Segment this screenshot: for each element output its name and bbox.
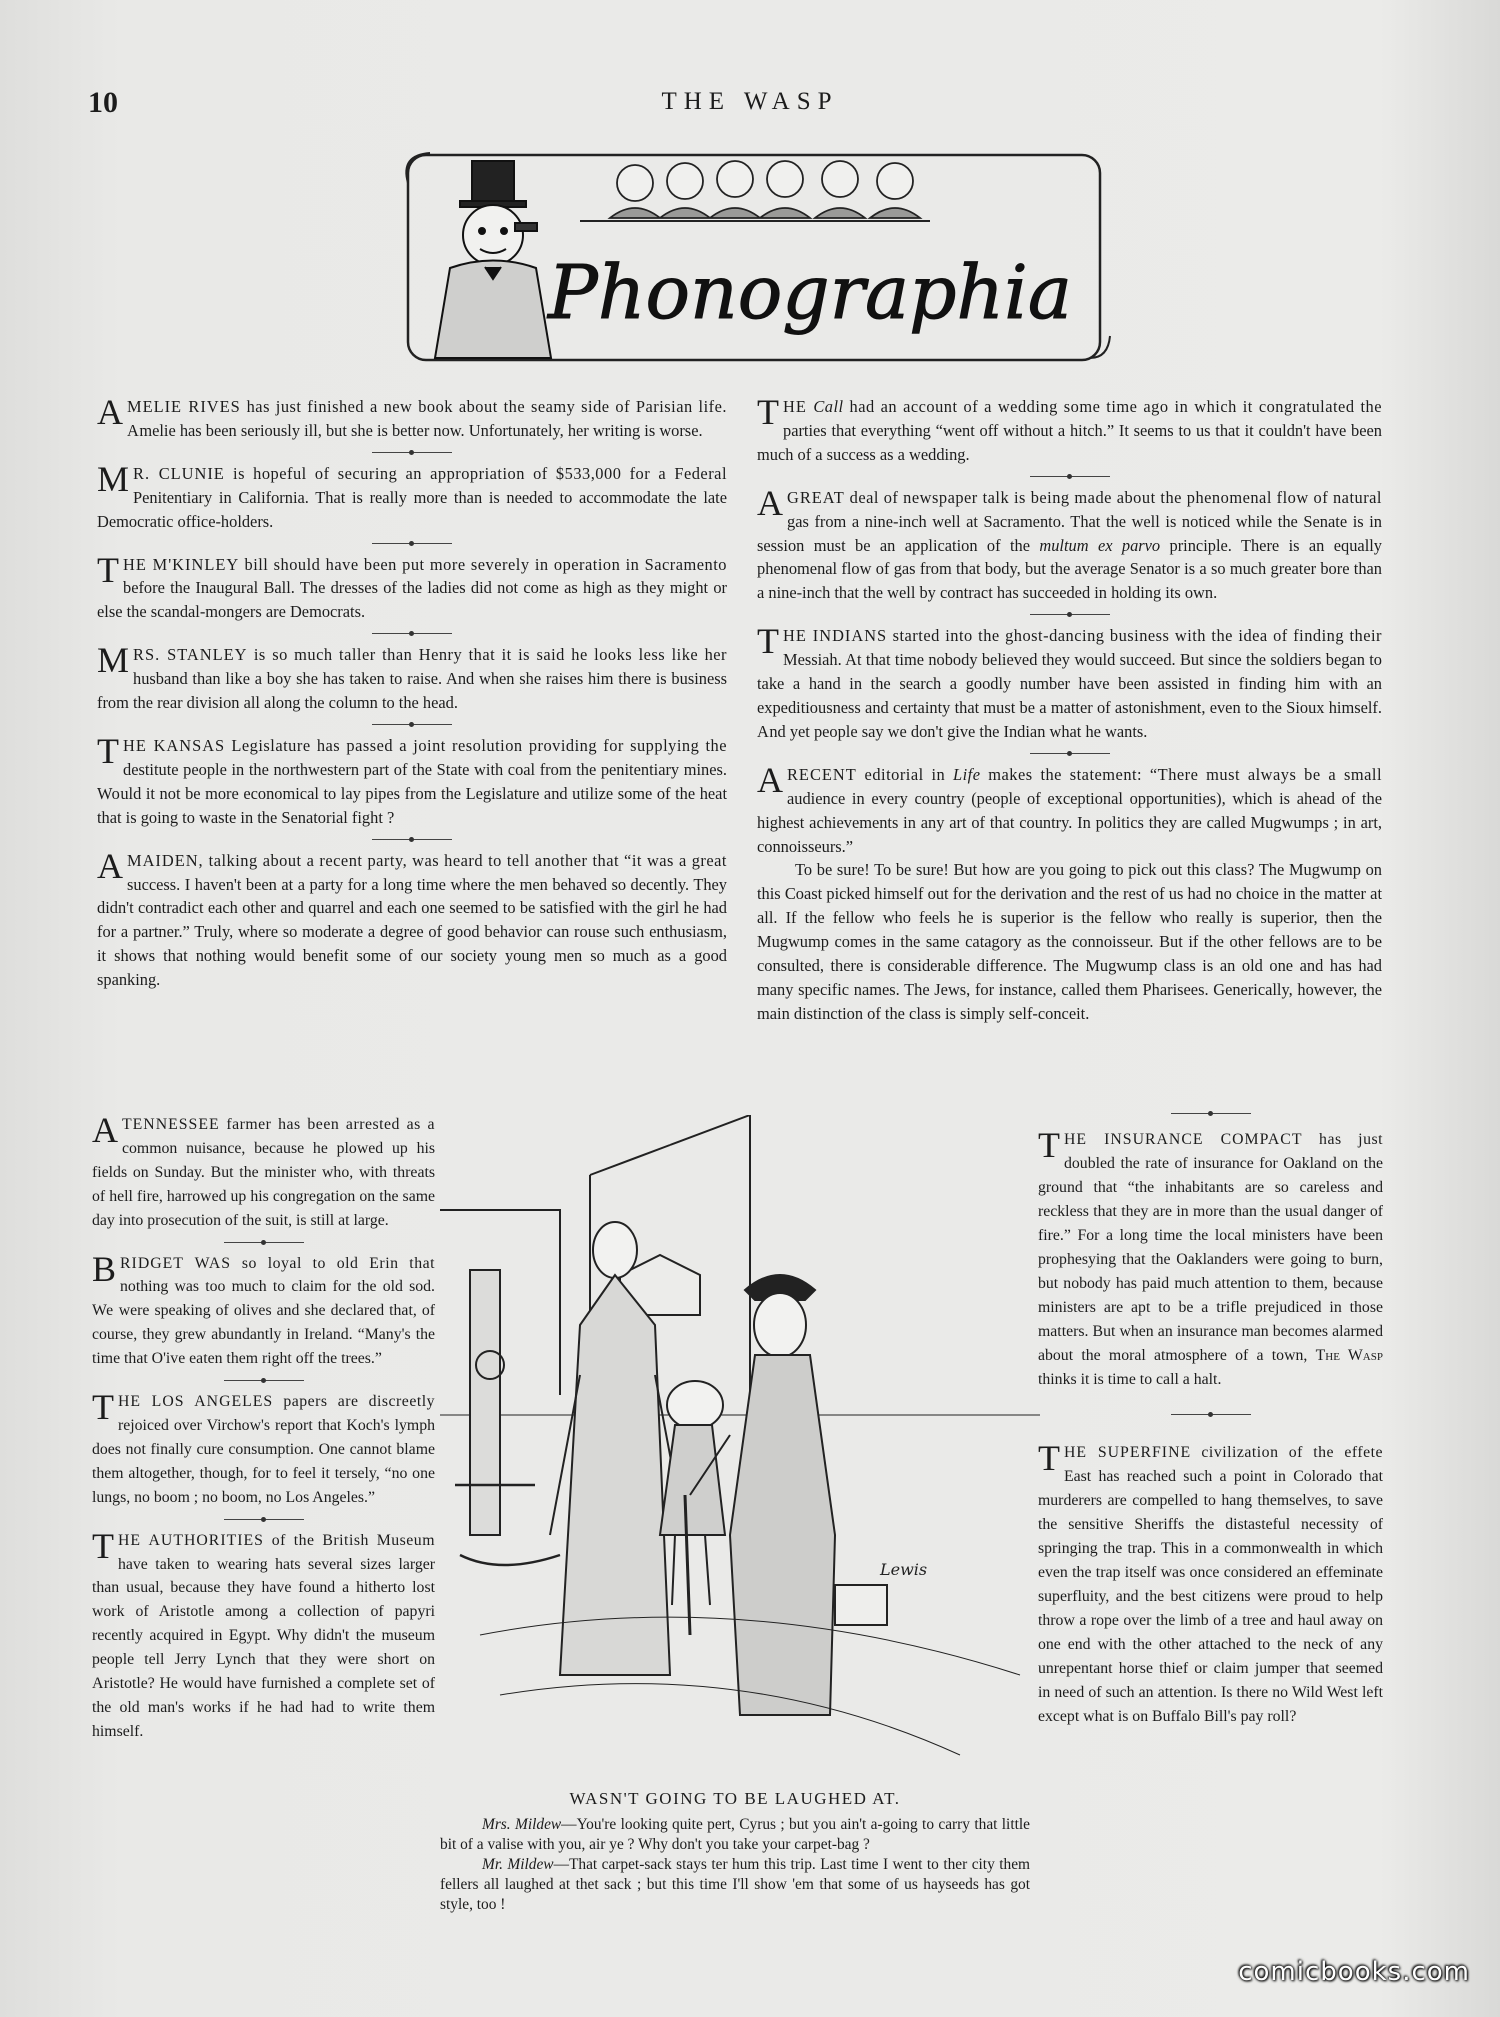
article-authorities: THE AUTHORITIES of the British Museum have taken to wearing hats several sizes larger than usual, because they have found a hitherto lost work of Aristotle among a collection of papyri recently acquired in Egypt. Why didn't the museum people tell Jerry Lynch that they were short on Aristotle? He would have furnished a complete set of the old man's works if he had had to write them himself.	[92, 1525, 435, 1740]
dialog-line-2: Mr. Mildew—That carpet-sack stays ter hum this trip. Last time I went to ther city them fellers all laughed at thet sack ; but this time I'll show 'em that some of us hayseeds has got style, too !	[440, 1856, 1030, 1913]
page-number: 10	[88, 86, 118, 119]
cartoon-caption: WASN'T GOING TO BE LAUGHED AT.	[569, 1789, 901, 1808]
cartoon-illustration	[440, 1115, 1040, 1800]
phonographia-banner	[400, 143, 1115, 368]
article-los-angeles: THE LOS ANGELES papers are discreetly rejoiced over Virchow's report that Koch's lymph does not finally cure consumption. One cannot blame them altogether, though, for to feel it tersely, “no one lungs, no boom ; no boom, no Los Angeles.”	[92, 1387, 436, 1506]
listeners-icon	[580, 161, 930, 221]
article-mckinley: THE M'KINLEY bill should have been put more severely in operation in Sacramento before the Inaugural Ball. The dresses of the ladies did not come as high as they might or else the scandal-mongers are Democrats.	[97, 549, 727, 622]
right-column	[757, 392, 1383, 1026]
divider	[372, 724, 452, 725]
cartoon-dialog	[440, 1815, 1030, 1915]
article-kansas: THE KANSAS Legislature has passed a joint resolution providing for supplying the destitute people in the northwestern part of the State with coal from the penitentiary mines. Would it not be more economical to lay pipes from the Legislature and utilize some of the heat that is going to waste in the Senatorial fight ?	[97, 730, 727, 827]
artist-signature: Lewis	[880, 1560, 928, 1579]
left-column	[97, 392, 728, 992]
article-life: A RECENT editorial in Life makes the statement: “There must always be a small audience in every country (people of exceptional opportunities), which is ahead of the highest achievements in any art of that country. In politics they are called Mugwumps ; in art, connoisseurs.”	[757, 759, 1382, 856]
divider	[1030, 476, 1110, 477]
article-maiden: A MAIDEN, talking about a recent party, was heard to tell another that “it was a great success. I haven't been at a party for a long time where the men behaved so decently. They didn't contradict each other and quarrel and each one seemed to be satisfied with the girl he had for a partner.” Truly, where so moderate a degree of good behavior can rouse such enthusiasm, it shows that nothing would benefit some of our society young men so much as a good spanking.	[97, 845, 727, 990]
article-stanley: MRS. STANLEY is so much taller than Henry that it is said he looks less like her husband than like a boy she has taken to raise. And when she raises him there is business from the rear division all along the column to the head.	[97, 640, 728, 713]
narrow-right-column	[1038, 1125, 1383, 1729]
divider	[372, 452, 452, 453]
section-title: Phonographia	[548, 250, 1072, 336]
article-amelie: AMELIE RIVES has just finished a new book about the seamy side of Parisian life. Amelie has been seriously ill, but she is better now. Unfortunately, her writing is worse.	[97, 392, 727, 440]
divider	[1030, 753, 1110, 754]
divider	[1171, 1113, 1251, 1114]
divider	[372, 839, 452, 840]
dialog-line-1: Mrs. Mildew—You're looking quite pert, Cyrus ; but you ain't a-going to carry that little bit of a valise with you, air ye ? Why don't you take your carpet-bag ?	[440, 1816, 1030, 1853]
article-bridget: BRIDGET WAS so loyal to old Erin that nothing was too much to claim for the old sod. We were speaking of olives and she declared that, of course, they grew abundantly in Ireland. “Many's the time that O'ive eaten them right off the trees.”	[92, 1248, 435, 1368]
narrow-left-column	[92, 1110, 436, 1744]
article-tennessee: A TENNESSEE farmer has been arrested as a common nuisance, because he plowed up his fields on Sunday. But the minister who, with threats of hell fire, harrowed up his congregation on the same day into prosecution of the suit, is still at large.	[92, 1110, 435, 1229]
divider	[372, 543, 452, 544]
divider	[1171, 1414, 1251, 1415]
site-credit: comicbooks.com	[1238, 1957, 1470, 1987]
article-clunie: M R. CLUNIE is hopeful of securing an appropriation of $533,000 for a Federal Penitentiary in California. That is really more than is needed to accommodate the late Democratic office-holders.	[97, 458, 727, 531]
article-life-para2: To be sure! To be sure! But how are you going to pick out this class? The Mugwump on this Coast picked himself out for the derivation and the rest of us had no choice in the matter at all. If the fellow who feels he is superior is the fellow who really is superior, then the Mugwump comes in the same catagory as the connoisseur. But if the other fellows are to be consulted, there is considerable difference. The Mugwump class is an old one and has had many specific names. The Jews, for instance, called them Pharisees. Generically, however, the main distinction of the class is simply self-conceit.	[757, 860, 1382, 1023]
article-insurance: THE INSURANCE COMPACT has just doubled the rate of insurance for Oakland on the ground that “the inhabitants are so careless and reckless that they are in more than the usual danger of fire.” For a long time the local ministers have been prophesying that the Oaklanders were going to burn, but nobody has paid much attention to them, because ministers are apt to be a trifle prejudiced in those matters. But when an insurance man becomes alarmed about the moral atmosphere of a town, The Wasp thinks it is time to call a halt.	[1038, 1125, 1383, 1388]
article-superfine: THE SUPERFINE civilization of the effete East has reached such a point in Colorado that murderers are compelled to hang themselves, to save the sensitive Sheriffs the distasteful necessity of springing the trap. This in a commonwealth in which even the trap itself was once considered an effeminate superfluity, and the best citizens were proud to help throw a rope over the limb of a tree and haul away on one end with the other attached to the neck of any unrepentant horse thief or claim jumper that seemed in need of such an attention. Is there no Wild West left except what is on Buffalo Bill's pay roll?	[1038, 1438, 1383, 1725]
divider	[1030, 614, 1110, 615]
article-indians: THE INDIANS started into the ghost-dancing business with the idea of finding their Messiah. At that time nobody believed they would succeed. But since the soldiers began to take a hand in the search a goodly number have been assisted in finding him with an expeditiousness and certainty that must be a matter of astonishment, even to the Sioux himself. And yet people say we don't give the Indian what he wants.	[757, 621, 1383, 741]
phonograph-man-icon	[435, 161, 551, 358]
article-call: THE Call had an account of a wedding some time ago in which it congratulated the parties that everything “went off without a hitch.” It seems to us that it couldn't have been much of a success as a wedding.	[757, 392, 1382, 464]
article-gas: A GREAT deal of newspaper talk is being made about the phenomenal flow of natural gas from a nine-inch well at Sacramento. That the well is noticed while the Senate is in session must be an application of the multum ex parvo principle. There is an equally phenomenal flow of gas from that body, but the average Senator is a so much greater bore than a nine-inch that the well by contract has succeeded in holding its own.	[757, 482, 1382, 603]
divider	[372, 633, 452, 634]
divider	[224, 1242, 304, 1243]
divider	[224, 1380, 304, 1381]
divider	[224, 1519, 304, 1520]
masthead: THE WASP	[661, 88, 839, 115]
